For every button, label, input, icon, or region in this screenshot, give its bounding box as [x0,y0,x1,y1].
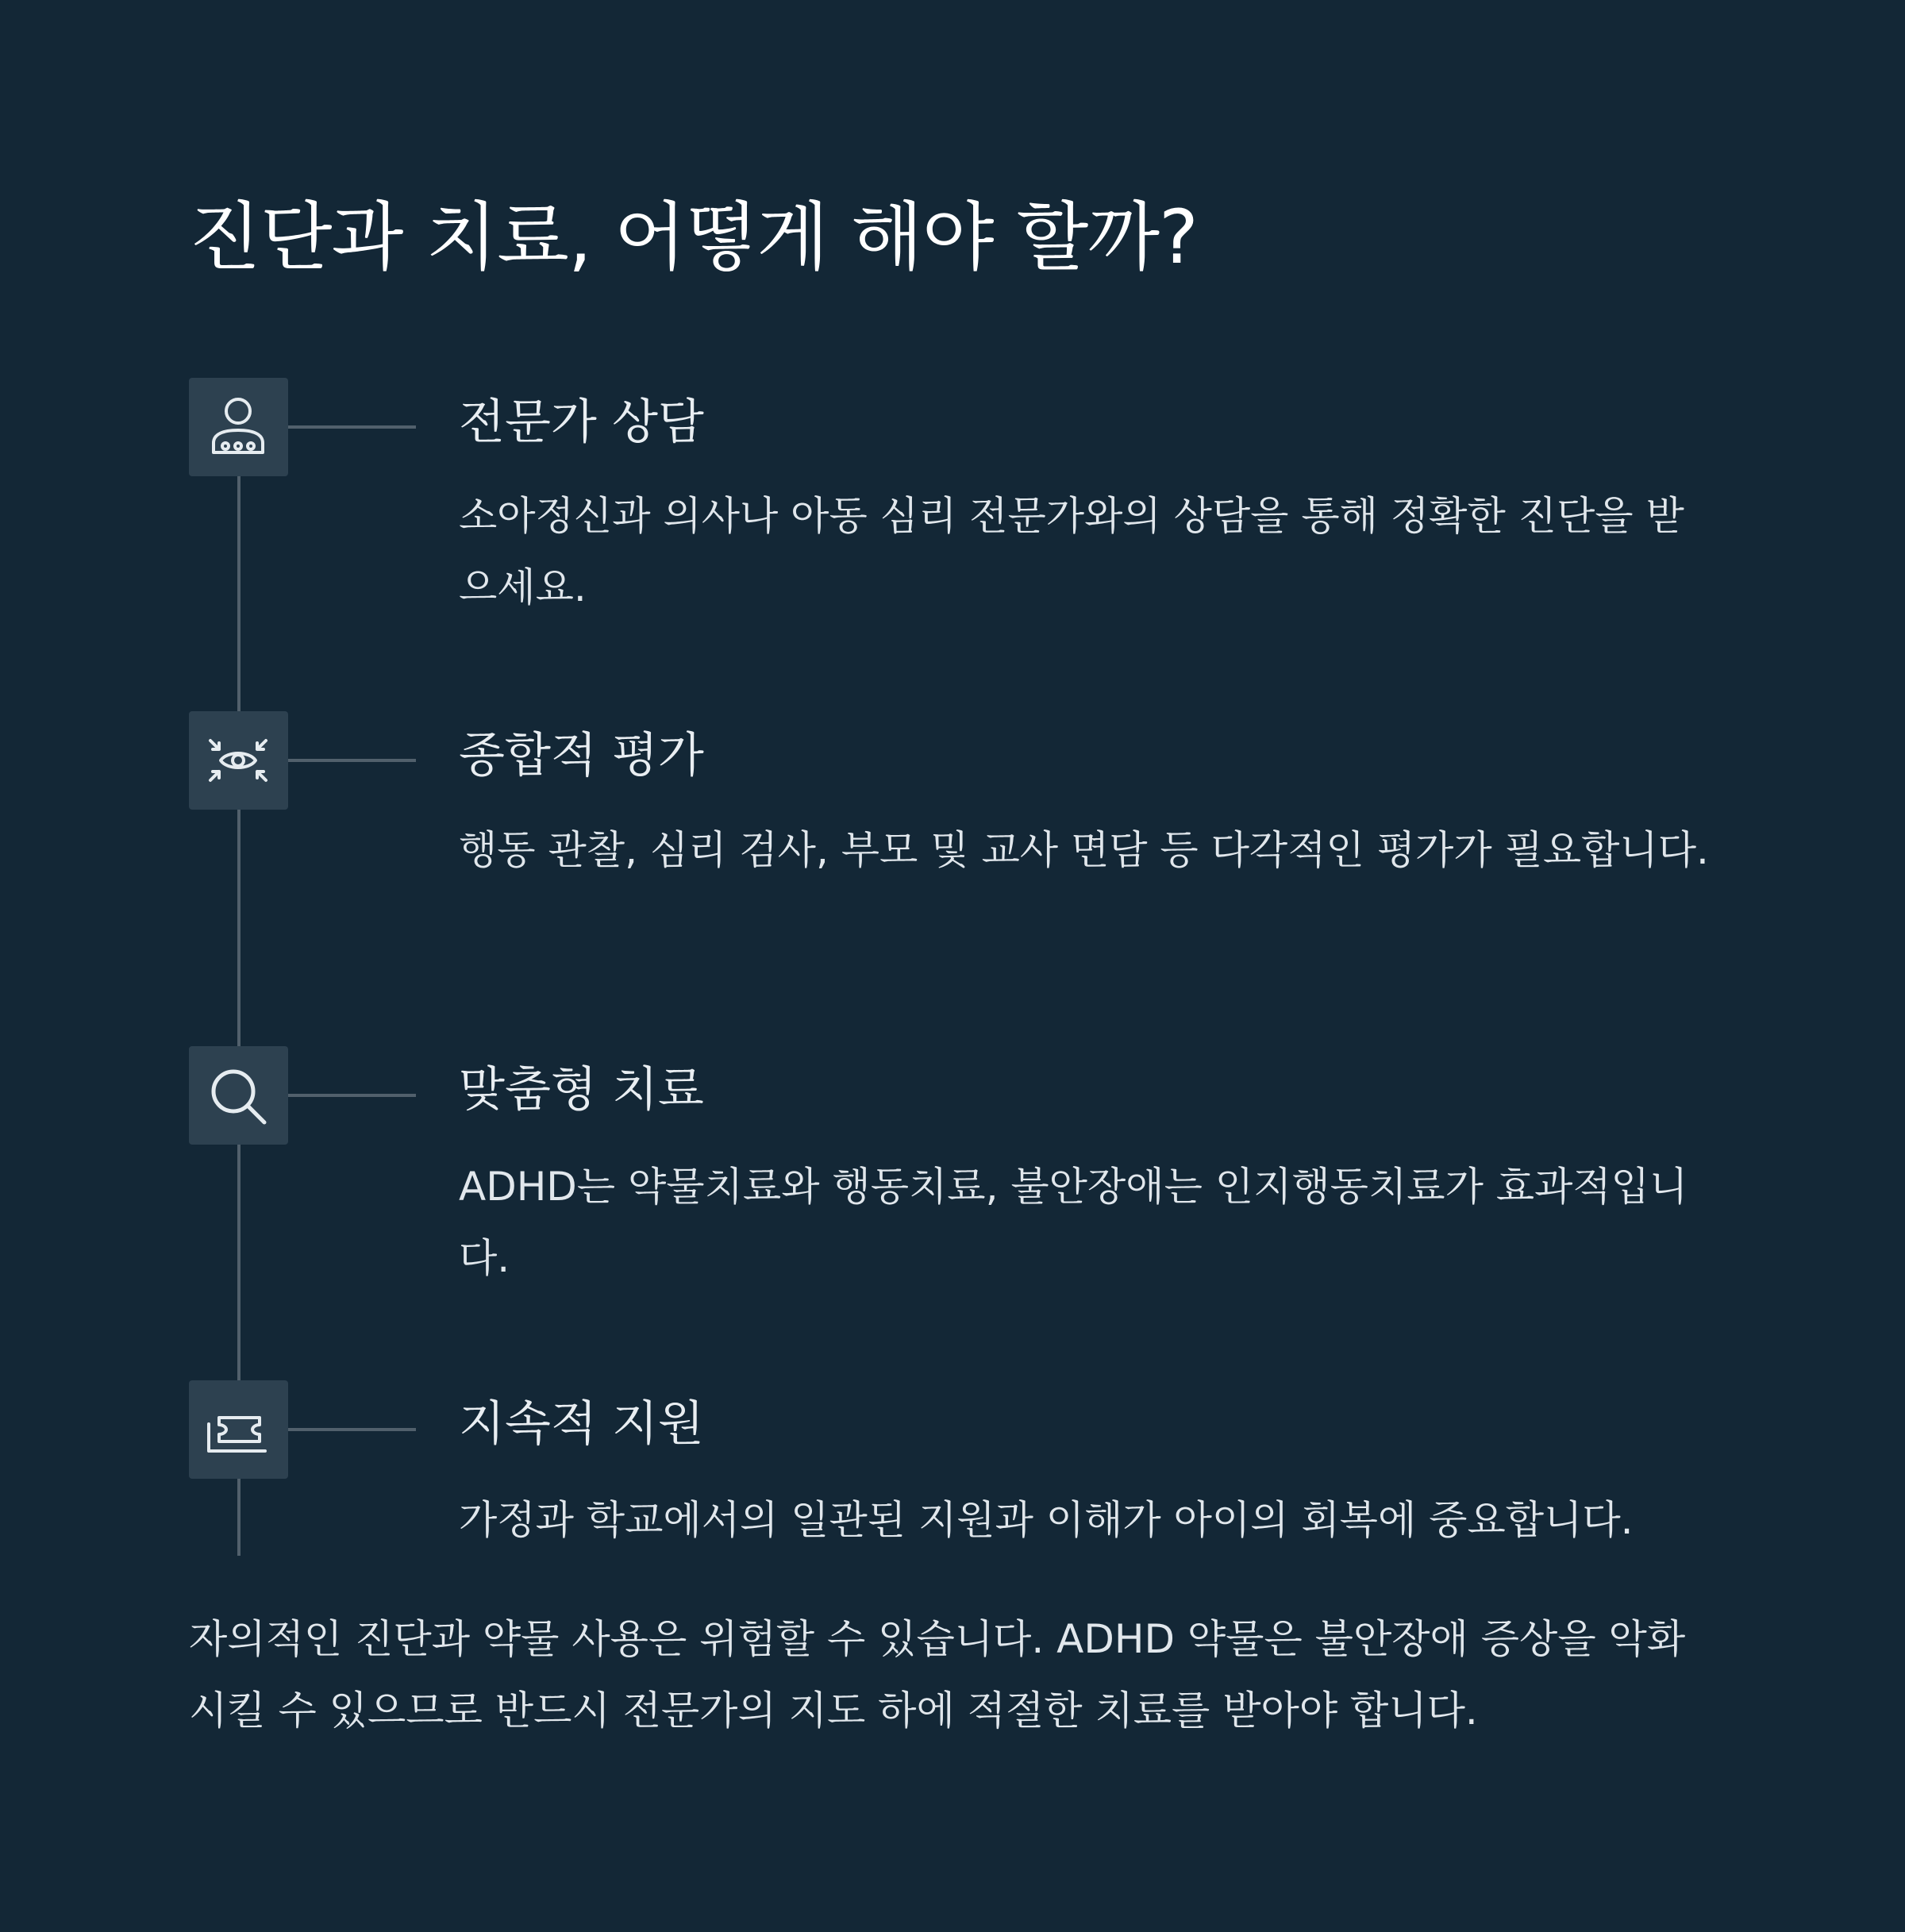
step-description: ADHD는 약물치료와 행동치료, 불안장애는 인지행동치료가 효과적입니다. [459,1164,1688,1281]
step-description: 소아정신과 의사나 아동 심리 전문가와의 상담을 통해 정확한 진단을 받으세요. [459,493,1684,610]
footer-note: 자의적인 진단과 약물 사용은 위험할 수 있습니다. ADHD 약물은 불안장애 증상을 악화시킬 수 있으므로 반드시 전문가의 지도 하에 적절한 치료를 받아야 합니다. [189,1616,1686,1734]
step-title: 종합적 평가 [459,728,704,783]
step-title: 전문가 상담 [459,394,704,450]
step-description: 행동 관찰, 심리 검사, 부모 및 교사 면담 등 다각적인 평가가 필요합니다. [459,827,1709,873]
search-icon [189,1046,288,1145]
page-title: 진단과 치료, 어떻게 해야 할까? [189,194,1198,281]
ticket-icon [189,1380,288,1479]
step-title: 맞춤형 치료 [459,1062,704,1118]
step-title: 지속적 지원 [459,1396,704,1452]
eye-focus-icon [189,711,288,810]
connector-line [288,759,416,762]
connector-line [288,1428,416,1431]
connector-line [288,1094,416,1097]
connector-line [288,425,416,429]
person-icon [189,378,288,476]
step-description: 가정과 학교에서의 일관된 지원과 이해가 아이의 회복에 중요합니다. [459,1497,1634,1543]
